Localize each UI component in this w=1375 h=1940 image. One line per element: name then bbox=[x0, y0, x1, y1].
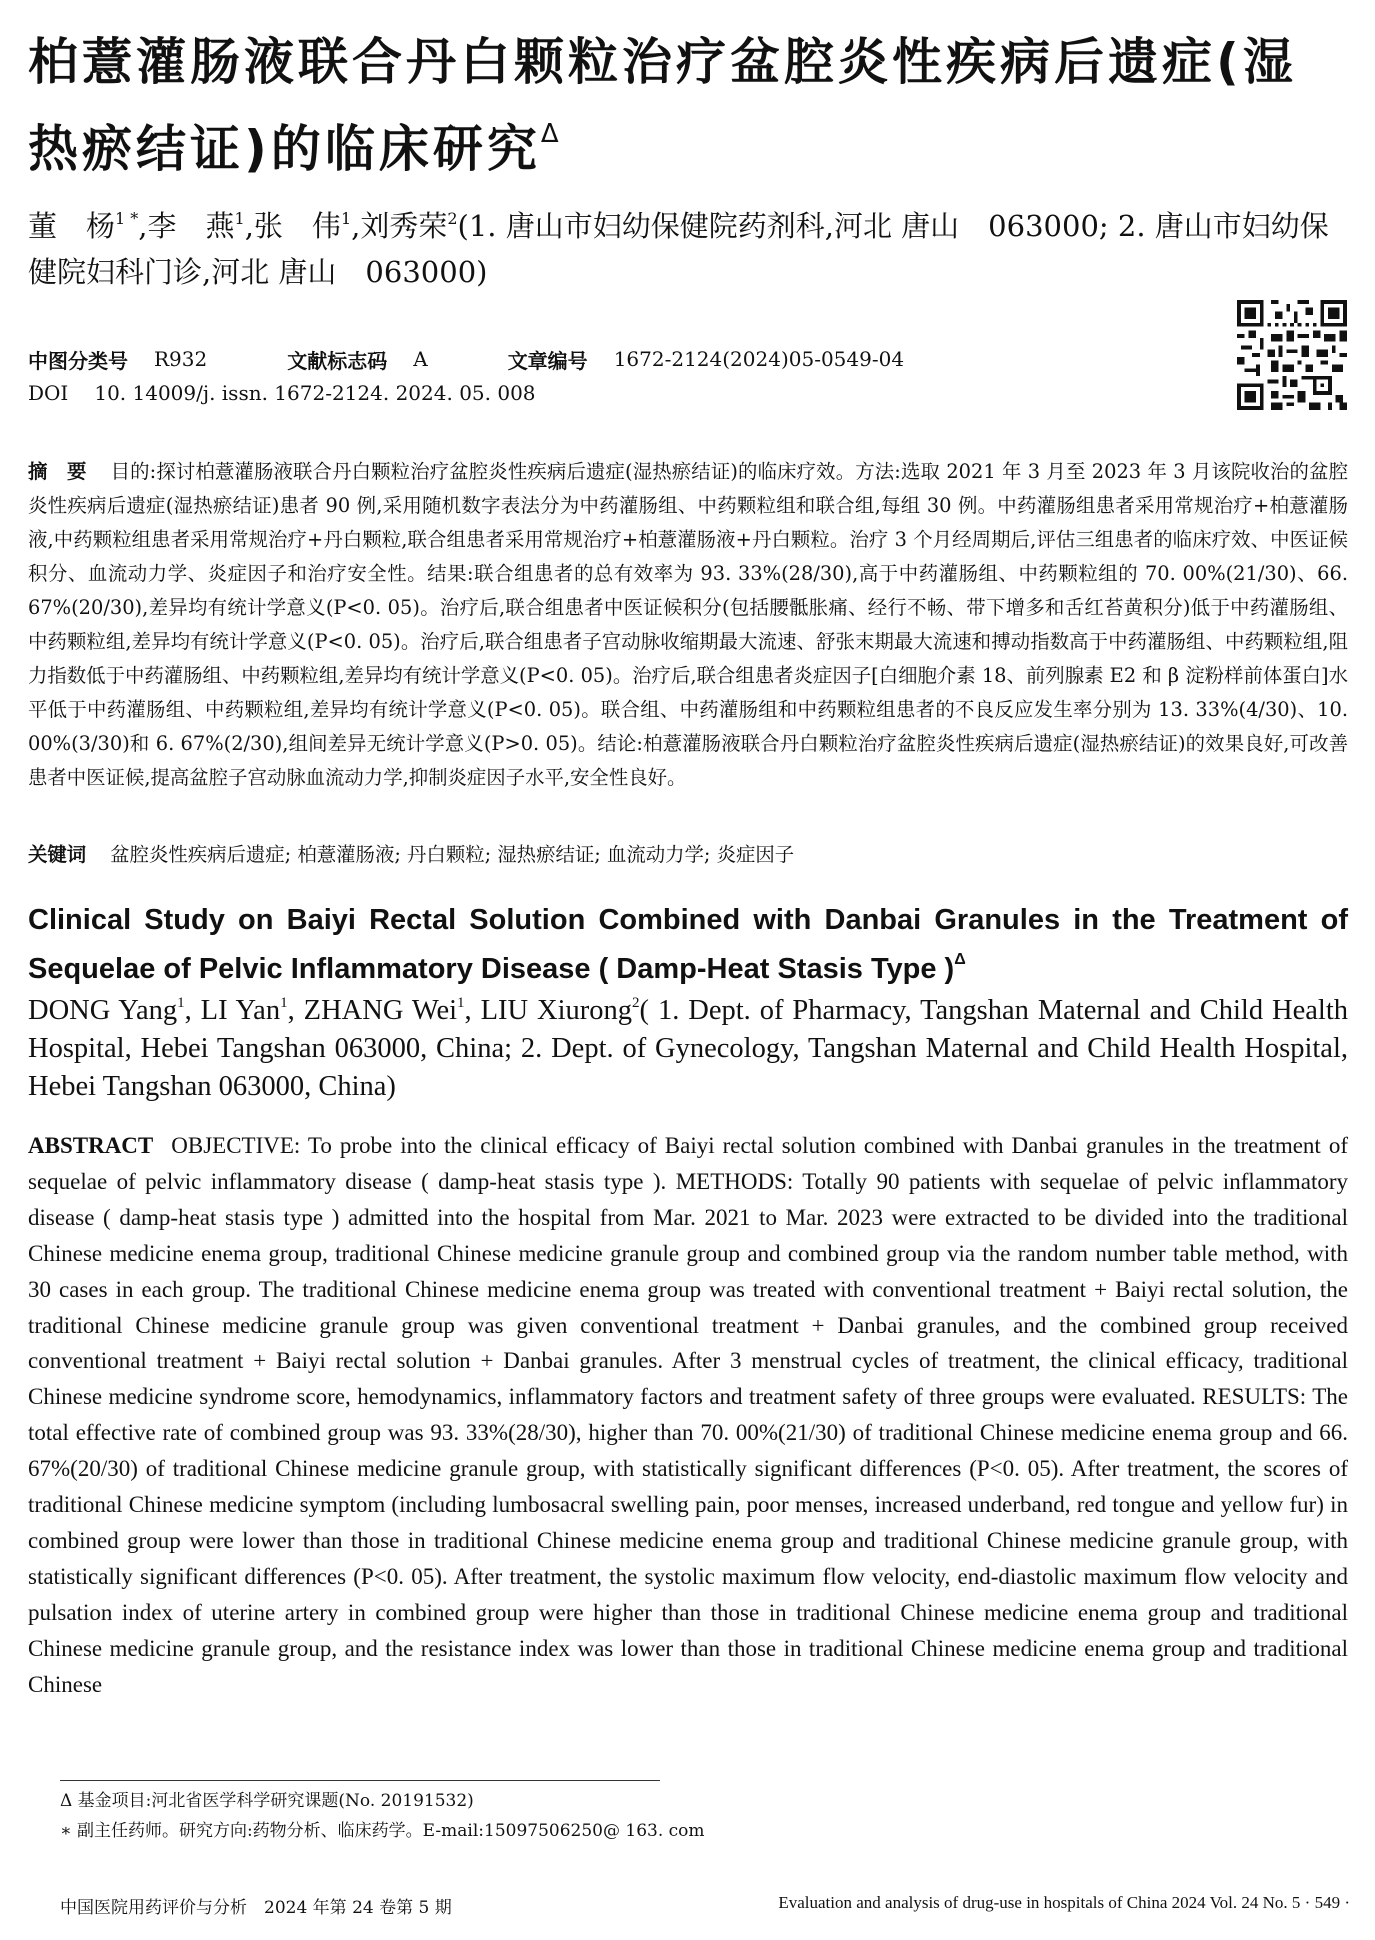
qr-code-icon bbox=[1237, 300, 1347, 410]
author-2-sup: 1 bbox=[234, 209, 245, 228]
keywords-cn-label: 关键词 bbox=[28, 843, 87, 866]
author-en-1-sup: 1 bbox=[177, 995, 185, 1011]
article-title-cn bbox=[28, 26, 1348, 185]
abstract-en bbox=[28, 1128, 1348, 1703]
author-en-2-sup: 1 bbox=[280, 995, 288, 1011]
authors-en: DONG Yang$^1$, LI Yan$^1$, ZHANG Wei$^1$, LIU Xiurong$^2$( 1. Dept. of Pharmacy, Tangshan Maternal and Child Health Hospital, Hebei Tangshan 063000, China; 2. Dept. of Gynecology, Tangshan Maternal and Child Health Hospital, Hebei Tangshan 063000, China) bbox=[28, 995, 1349, 1102]
article-no-label: 文章编号 bbox=[507, 348, 588, 373]
footnotes bbox=[60, 1786, 1260, 1846]
keywords-cn-text: 盆腔炎性疾病后遗症; 柏薏灌肠液; 丹白颗粒; 湿热瘀结证; 血流动力学; 炎症因子 bbox=[110, 843, 795, 866]
footer-journal-en: Evaluation and analysis of drug-use in hospitals of China 2024 Vol. 24 No. 5 · 549 · bbox=[778, 1893, 1350, 1912]
article-meta bbox=[28, 342, 1208, 410]
keywords-cn bbox=[28, 838, 1348, 872]
author-3: 张 伟 bbox=[253, 209, 341, 243]
author-3-sup: 1 bbox=[340, 209, 352, 228]
article-no-value: 1672-2124(2024)05-0549-04 bbox=[613, 347, 905, 371]
author-en-4: LIU Xiurong bbox=[480, 995, 633, 1026]
author-en-4-sup: 2 bbox=[632, 995, 640, 1011]
meta-row-doi bbox=[28, 376, 1208, 410]
author-1: 董 杨 bbox=[28, 209, 116, 243]
clc-label: 中图分类号 bbox=[28, 348, 128, 373]
footnote-fund: Δ 基金项目:河北省医学科学研究课题(No. 20191532) bbox=[60, 1791, 474, 1811]
abstract-en-label: ABSTRACT bbox=[28, 1133, 154, 1158]
title-cn-text: 柏薏灌肠液联合丹白颗粒治疗盆腔炎性疾病后遗症(湿热瘀结证)的临床研究 bbox=[28, 33, 1297, 178]
author-en-3: ZHANG Wei bbox=[303, 995, 458, 1026]
clc-value: R932 bbox=[154, 347, 208, 371]
doc-code-label: 文献标志码 bbox=[287, 348, 388, 373]
title-en-text: Clinical Study on Baiyi Rectal Solution Combined with Danbai Granules in the Treatment of Sequelae of Pelvic Inflammatory Disease ( Damp-Heat Stasis Type ) bbox=[28, 904, 1348, 985]
abstract-cn-text: 目的:探讨柏薏灌肠液联合丹白颗粒治疗盆腔炎性疾病后遗症(湿热瘀结证)的临床疗效。方法:选取 2021 年 3 月至 2023 年 3 月该院收治的盆腔炎性疾病后遗症(湿热瘀结证)患者 90 例,采用随机数字表法分为中药灌肠组、中药颗粒组和联合组,每组 30 例。中药灌肠组患者采用常规治疗+柏薏灌肠液,中药颗粒组患者采用常规治疗+丹白颗粒,联合组患者采用常规治疗+柏薏灌肠液+丹白颗粒。治疗 3 个月经周期后,评估三组患者的临床疗效、中医证候积分、血流动力学、炎症因子和治疗安全性。结果:联合组患者的总有效率为 93. 33%(28/30),高于中药灌肠组、中药颗粒组的 70. 00%(21/30)、66. 67%(20/30),差异均有统计学意义(P<0. 05)。治疗后,联合组患者中医证候积分(包括腰骶胀痛、经行不畅、带下增多和舌红苔黄积分)低于中药灌肠组、中药颗粒组,差异均有统计学意义(P<0. 05)。治疗后,联合组患者子宫动脉收缩期最大流速、舒张末期最大流速和搏动指数高于中药灌肠组、中药颗粒组,阻力指数低于中药灌肠组、中药颗粒组,差异均有统计学意义(P<0. 05)。治疗后,联合组患者炎症因子[白细胞介素 18、前列腺素 E2 和 β 淀粉样前体蛋白]水平低于中药灌肠组、中药颗粒组,差异均有统计学意义(P<0. 05)。联合组、中药灌肠组和中药颗粒组患者的不良反应发生率分别为 13. 33%(4/30)、10. 00%(3/30)和 6. 67%(2/30),组间差异无统计学意义(P>0. 05)。结论:柏薏灌肠液联合丹白颗粒治疗盆腔炎性疾病后遗症(湿热瘀结证)的效果良好,可改善患者中医证候,提高盆腔子宫动脉血流动力学,抑制炎症因子水平,安全性良好。 bbox=[28, 460, 1349, 789]
abstract-cn bbox=[28, 455, 1348, 795]
title-en-fund-mark: Δ bbox=[954, 951, 966, 968]
page-footer bbox=[60, 1893, 1350, 1918]
author-4: 刘秀荣 bbox=[360, 209, 448, 243]
author-en-2: LI Yan bbox=[200, 995, 281, 1026]
abstract-cn-label: 摘 要 bbox=[28, 460, 87, 483]
authors-cn: 董 杨$^{1 *}$,李 燕$^1$,张 伟$^1$,刘秀荣$^2$(1. 唐山市妇幼保健院药剂科,河北 唐山 063000; 2. 唐山市妇幼保健院妇科门诊,河北 唐山 063000) bbox=[28, 209, 1329, 289]
affiliation-cn: (1. 唐山市妇幼保健院药剂科,河北 唐山 063000; 2. 唐山市妇幼保健院妇科门诊,河北 唐山 063000) bbox=[28, 209, 1329, 289]
author-en-3-sup: 1 bbox=[457, 995, 465, 1011]
footnote-author: ∗ 副主任药师。研究方向:药物分析、临床药学。E-mail:15097506250@ 163. com bbox=[60, 1821, 705, 1841]
footer-journal-cn: 中国医院用药评价与分析 2024 年第 24 卷第 5 期 bbox=[60, 1898, 452, 1918]
footnote-divider bbox=[60, 1780, 660, 1781]
article-title-en bbox=[28, 900, 1348, 989]
title-fund-mark: Δ bbox=[540, 119, 563, 149]
author-4-sup: 2 bbox=[447, 209, 458, 228]
abstract-en-text: OBJECTIVE: To probe into the clinical efficacy of Baiyi rectal solution combined with Danbai granules in the treatment of sequelae of pelvic inflammatory disease ( damp-heat stasis type ). METHODS: Totally 90 patients with sequelae of pelvic inflammatory disease ( damp-heat stasis type ) admitted into the hospital from Mar. 2021 to Mar. 2023 were extracted to be divided into the traditional Chinese medicine enema group, traditional Chinese medicine granule group and combined group via the random number table method, with 30 cases in each group. The traditional Chinese medicine enema group was treated with conventional treatment + Baiyi rectal solution, the traditional Chinese medicine granule group was given conventional treatment + Danbai granules, and the combined group received conventional treatment + Baiyi rectal solution + Danbai granules. After 3 menstrual cycles of treatment, the clinical efficacy, traditional Chinese medicine syndrome score, hemodynamics, inflammatory factors and treatment safety of three groups were evaluated. RESULTS: The total effective rate of combined group was 93. 33%(28/30), higher than 70. 00%(21/30) of traditional Chinese medicine enema group and 66. 67%(20/30) of traditional Chinese medicine granule group, with statistically significant differences (P<0. 05). After treatment, the scores of traditional Chinese medicine symptom (including lumbosacral swelling pain, poor menses, increased underband, red tongue and yellow fur) in combined group were lower than those in traditional Chinese medicine enema group and traditional Chinese medicine granule group, with statistically significant differences (P<0. 05). After treatment, the systolic maximum flow velocity, end-diastolic maximum flow velocity and pulsation index of uterine artery in combined group were higher than those in traditional Chinese medicine enema group and traditional Chinese medicine granule group, and the resistance index was lower than those in traditional Chinese medicine enema group and traditional Chinese bbox=[28, 1133, 1348, 1697]
affiliation-en: ( 1. Dept. of Pharmacy, Tangshan Maternal and Child Health Hospital, Hebei Tangshan 063000, China; 2. Dept. of Gynecology, Tangshan Maternal and Child Health Hospital, Hebei Tangshan 063000, China) bbox=[28, 995, 1349, 1102]
author-1-sup: 1 * bbox=[115, 209, 139, 228]
meta-row-classification bbox=[28, 342, 1208, 376]
author-2: 李 燕 bbox=[147, 209, 235, 243]
author-en-1: DONG Yang bbox=[28, 995, 178, 1026]
doi-value[interactable]: 10. 14009/j. issn. 1672-2124. 2024. 05. 008 bbox=[94, 381, 536, 405]
doi-label: DOI bbox=[28, 381, 69, 405]
doc-code-value: A bbox=[413, 347, 428, 371]
